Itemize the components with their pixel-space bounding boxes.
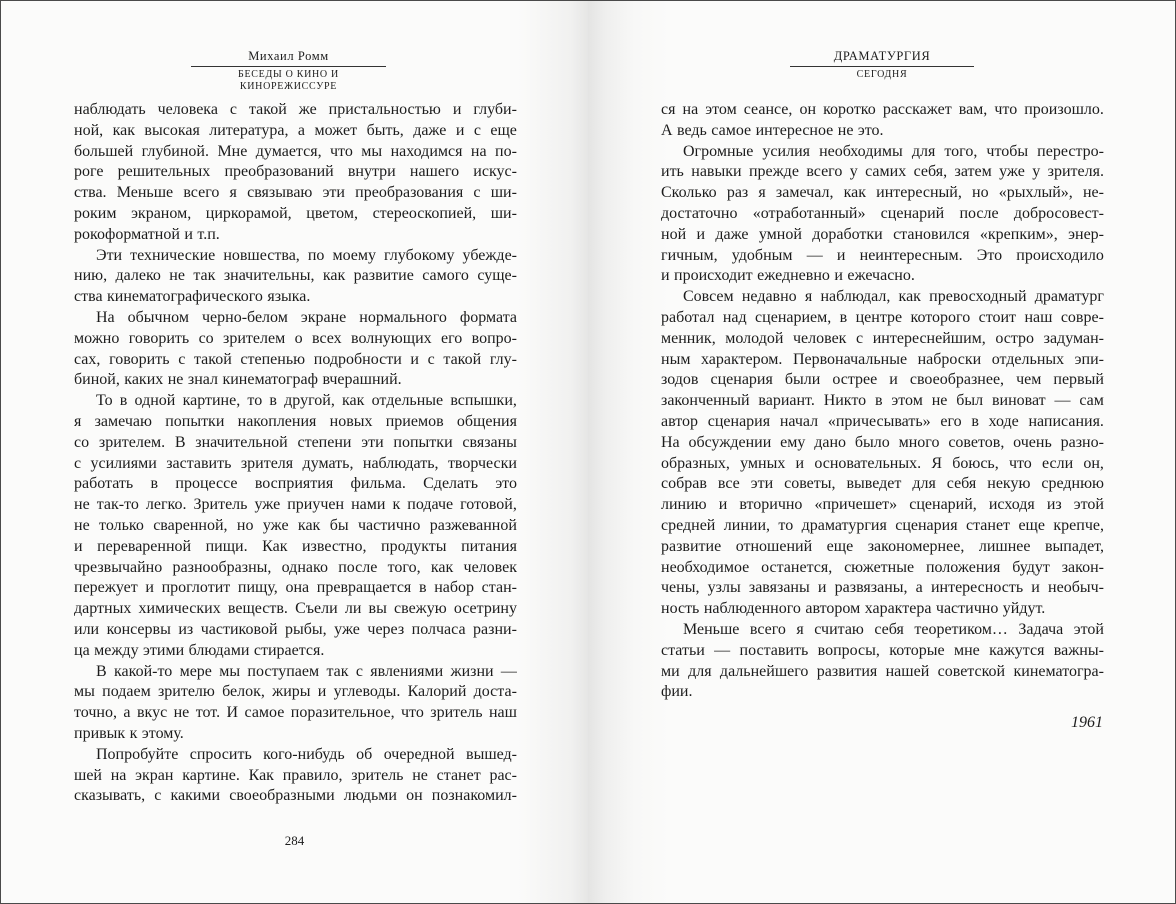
text-line: привык к этому. — [74, 724, 184, 742]
chapter-subtitle: СЕГОДНЯ — [856, 69, 908, 80]
text-line: или консервы из частиковой рыбы, уже через полчаса разни- — [74, 620, 517, 638]
text-line: Попробуйте спросить кого-нибудь об очередной вышед- — [96, 745, 517, 763]
right-running-head — [790, 47, 974, 81]
text-line: менник, молодой человек с интереснейшим, остро задуман- — [661, 329, 1104, 347]
text-line: биной, каких не знал кинематограф вчерашний. — [74, 371, 402, 389]
text-line: статьи — поставить вопросы, которые мне кажутся важны- — [661, 641, 1104, 659]
text-line: Совсем недавно я наблюдал, как превосходный драматург — [683, 288, 1104, 306]
text-line: не так-то легко. Зритель уже приучен нами к подаче готовой, — [74, 496, 517, 514]
text-line: То в одной картине, то в другой, как отдельные вспышки, — [96, 392, 517, 410]
text-line: Меньше всего я считаю себя теоретиком… Задача этой — [683, 620, 1104, 638]
left-page — [1, 1, 588, 903]
chapter-title: ДРАМАТУРГИЯ — [833, 49, 931, 63]
text-line: А ведь самое интересное не это. — [661, 121, 884, 139]
text-line: с усилиями заставить зрителя думать, наблюдать, творчески — [74, 454, 517, 472]
right-text-block — [661, 100, 1104, 703]
header-rule — [191, 66, 386, 67]
text-line: ной, как высокая литература, а может быть, даже и с еще — [74, 121, 517, 139]
text-line: ми для дальнейшего развития нашей советской кинематогра- — [661, 662, 1104, 680]
text-line: собрав все эти советы, выведет для себя некую среднюю — [661, 475, 1104, 493]
text-line: сказывать, с какими своеобразными людьми он познакомил- — [74, 787, 517, 805]
right-page — [588, 1, 1175, 903]
text-line: работать в процессе восприятия фильма. Сделать это — [74, 475, 517, 493]
text-line: гичным, удобным — и неинтересным. Это происходило — [661, 246, 1104, 264]
text-line: Огромные усилия необходимы для того, чтобы перестро- — [683, 142, 1104, 160]
publication-year: 1961 — [1071, 714, 1103, 731]
text-line: В какой-то мере мы поступаем так с явлениями жизни — — [96, 662, 517, 680]
text-line: ства кинематографического языка. — [74, 288, 311, 306]
text-line: наблюдать человека с такой же пристальностью и глуби- — [74, 101, 517, 118]
text-line: развитие отношений еще закономернее, лишнее выпадет, — [661, 537, 1104, 555]
text-line: ить навыки прежде всего у самих себя, затем уже у зрителя. — [661, 163, 1104, 181]
text-line: мы подаем зрителю белок, жиры и углеводы. Калорий доста- — [74, 683, 517, 701]
text-line: и переваренной пищи. Как известно, продукты питания — [74, 537, 517, 555]
text-line: Сколько раз я замечал, как интересный, но «рыхлый», не- — [661, 184, 1104, 202]
text-line: законченный вариант. Никто в этом не был виноват — сам — [661, 392, 1104, 410]
text-line: со зрителем. В значительной степени эти попытки связаны — [74, 433, 517, 451]
text-line: шей на экран картине. Как правило, зритель не станет рас- — [74, 766, 517, 784]
text-line: можно говорить со зрителем о всех волнующих его вопро- — [74, 329, 517, 347]
text-line: фии. — [661, 683, 693, 701]
text-line: рокоформатной и т.п. — [74, 225, 220, 243]
text-line: сах, говорить с такой степенью подробности и с такой глу- — [74, 350, 517, 368]
text-line: роким экраном, циркорамой, цветом, стереоскопией, ши- — [74, 204, 517, 222]
text-line: ной и даже умной доработки становился «крепким», энер- — [661, 225, 1104, 243]
text-line: достаточно «отработанный» сценарий после добросовест- — [661, 204, 1104, 222]
text-line: линию и вторично «причешет» сценарий, исходя из этой — [661, 496, 1104, 514]
header-rule — [790, 66, 974, 67]
left-running-head — [191, 47, 386, 93]
page-number: 284 — [284, 833, 305, 848]
book-title: БЕСЕДЫ О КИНО И КИНОРЕЖИССУРЕ — [238, 69, 339, 92]
text-line: ным характером. Первоначальные наброски отдельных эпи- — [661, 350, 1104, 368]
text-line: пережует и проглотит пищу, она превращается в набор стан- — [74, 579, 517, 597]
text-line: автор сценария начал «причесывать» его в ходе написания. — [661, 412, 1104, 430]
text-line: точно, а вкус не тот. И самое поразительное, что зритель наш — [74, 704, 517, 722]
text-line: чены, узлы завязаны и развязаны, а интересность и необыч- — [661, 579, 1104, 597]
text-line: На обсуждении ему дано было много советов, очень разно- — [661, 433, 1104, 451]
text-line: ся на этом сеансе, он коротко расскажет вам, что произошло. — [661, 101, 1104, 118]
text-line: я замечаю попытки накопления новых приемов общения — [74, 412, 517, 430]
text-line: ца между этими блюдами стирается. — [74, 641, 325, 659]
text-line: ства. Меньше всего я связываю эти преобразования с ши- — [74, 184, 517, 202]
author-name: Михаил Ромм — [248, 49, 329, 63]
left-text-block — [74, 100, 517, 807]
text-line: дартных химических веществ. Съели ли вы свежую осетрину — [74, 600, 517, 618]
text-line: не только сваренной, но уже как бы частично разжеванной — [74, 516, 517, 534]
text-line: ность наблюденного автором характера частично уйдут. — [661, 600, 1046, 618]
text-line: работал над сценарием, в центре которого стоит наш совре- — [661, 308, 1104, 326]
text-line: необходимое останется, сюжетные положения будут закон- — [661, 558, 1104, 576]
text-line: роге решительных преобразований внутри нашего искус- — [74, 163, 517, 181]
text-line: нию, далеко не так значительны, как развитие самого суще- — [74, 267, 517, 285]
text-line: и происходит ежедневно и ежечасно. — [661, 267, 915, 285]
text-line: зодов сценария были острее и своеобразнее, чем первый — [661, 371, 1104, 389]
text-line: большей глубиной. Мне думается, что мы находимся на по- — [74, 142, 517, 160]
text-line: Эти технические новшества, по моему глубокому убежде- — [96, 246, 517, 264]
text-line: чрезвычайно разнообразны, однако после того, как человек — [74, 558, 517, 576]
text-line: средней линии, то драматургия сценария станет еще крепче, — [661, 516, 1104, 534]
text-line: На обычном черно-белом экране нормального формата — [96, 308, 517, 326]
text-line: образных, умных и основательных. Я боюсь, что если он, — [661, 454, 1104, 472]
